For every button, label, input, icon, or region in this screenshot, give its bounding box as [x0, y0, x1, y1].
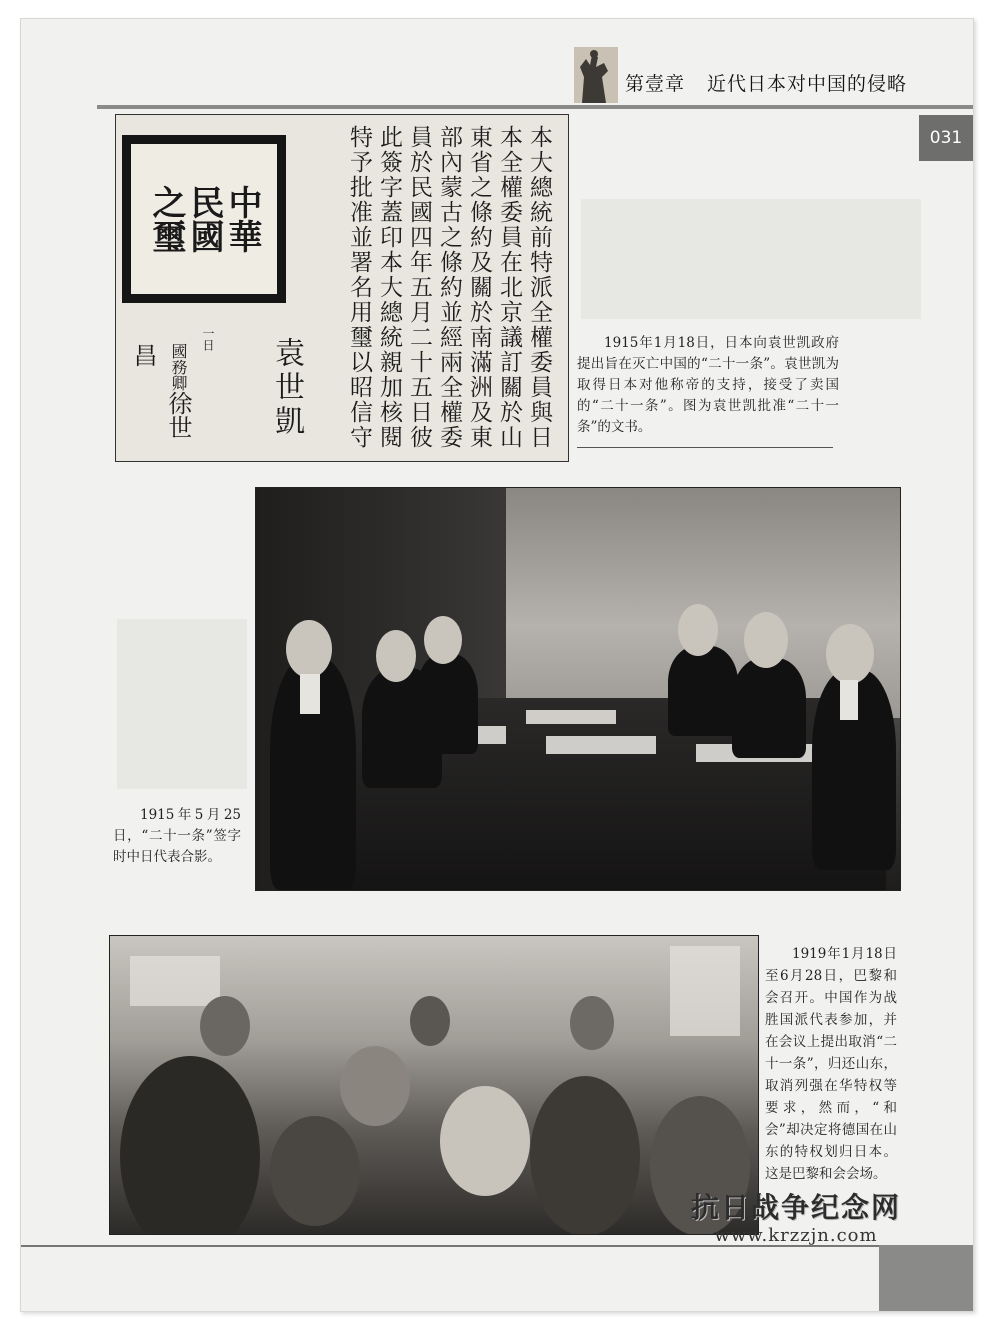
header-rule	[97, 105, 973, 109]
photo-shirt	[840, 680, 858, 720]
book-page	[20, 18, 974, 1312]
photo-face	[424, 616, 462, 664]
site-watermark	[676, 1191, 916, 1246]
photo-paper	[526, 710, 616, 724]
photo-face	[678, 604, 718, 656]
photo-person	[668, 646, 738, 736]
photo-person	[416, 654, 478, 754]
header-title	[625, 69, 907, 96]
page-number: 031	[919, 115, 973, 161]
watermark-title: 抗日战争纪念网	[690, 1191, 901, 1224]
date-mark: 一日	[201, 327, 215, 351]
photo-figure	[440, 1086, 530, 1196]
background-ghost-block	[117, 619, 247, 789]
photo-window	[670, 946, 740, 1036]
photo-figure	[570, 996, 614, 1050]
photo-figure	[120, 1056, 260, 1235]
seal-column: 中華	[222, 185, 262, 253]
paris-conference-photo	[109, 935, 759, 1235]
chapter-title: 近代日本对中国的侵略	[707, 73, 908, 95]
photo-person	[732, 658, 806, 758]
seal-column: 之璽	[146, 185, 186, 253]
signature-xu-title: 國務卿	[169, 343, 188, 391]
watermark-url: www.krzzjn.com	[714, 1225, 878, 1246]
caption-document: 1915年1月18日，日本向袁世凯政府提出旨在灭亡中国的“二十一条”。袁世凯为取得日本对他称帝的支持，接受了卖国的“二十一条”。图为袁世凯批准“二十一条”的文书。	[577, 335, 839, 435]
photo-face	[744, 612, 788, 668]
signing-photo	[255, 487, 901, 891]
photo-face	[826, 624, 874, 684]
caption-paris: 1919年1月18日至6月28日，巴黎和会召开。中国作为战胜国派代表参加，并在会议上提出取消“二十一条”，归还山东，取消列强在华特权等要求，然而，“和会”却决定将德国在山东的特权划归日本。这是巴黎和会会场。	[765, 946, 897, 1182]
caption-rule	[577, 447, 833, 448]
chapter-statue-icon	[574, 47, 618, 103]
photo-shirt	[300, 674, 320, 714]
photo-face	[286, 620, 332, 678]
document-photo	[115, 114, 569, 462]
photo-figure	[270, 1116, 360, 1226]
chapter-label: 第壹章	[625, 73, 686, 95]
photo-face	[376, 630, 416, 682]
signature-xu	[126, 343, 196, 461]
photo-figure	[530, 1076, 640, 1235]
background-ghost-block	[581, 199, 921, 319]
photo-figure	[410, 996, 450, 1046]
official-seal	[122, 135, 286, 303]
caption-signing: 1915年5月25日，“二十一条”签字时中日代表合影。	[113, 807, 241, 865]
signature-yuan: 袁世凱	[269, 337, 304, 439]
seal-column: 民國	[184, 185, 224, 253]
footer-bar	[879, 1245, 973, 1311]
photo-window	[130, 956, 220, 1006]
photo-figure	[340, 1046, 410, 1126]
photo-figure	[200, 996, 250, 1056]
photo-paper	[546, 736, 656, 754]
edict-text: 本大總統前特派全權委員與日本全權委員在北京議訂關於山東省之條約及關於南滿洲及東部內蒙古之條約並經兩全權委員於民國四年五月二十五日彼此簽字蓋印本大總統親加核閱特予批准並署名用璽以昭信守	[346, 125, 552, 450]
signature-xu-name: 徐世昌	[129, 343, 192, 439]
